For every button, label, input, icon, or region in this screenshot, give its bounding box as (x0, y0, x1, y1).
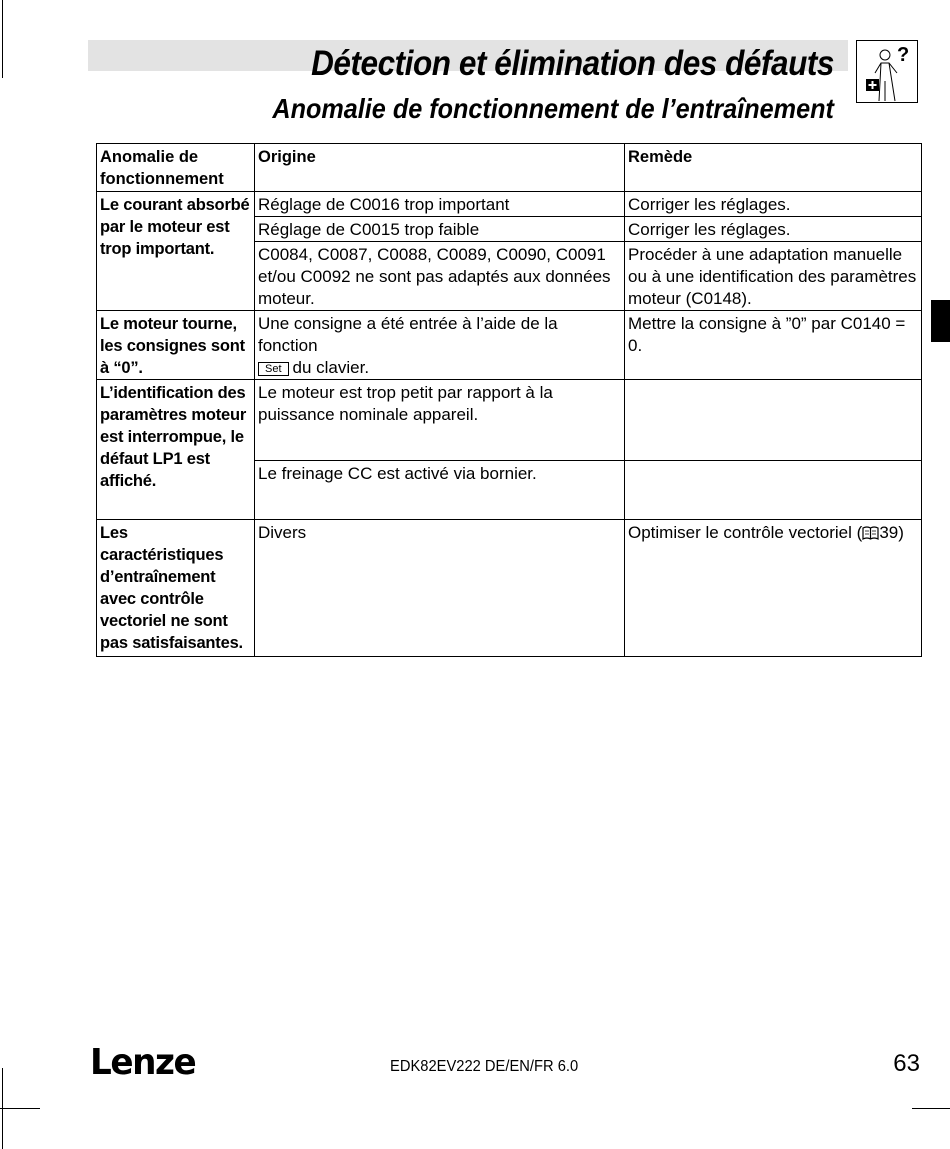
origin-cell: Réglage de C0016 trop important (255, 192, 625, 217)
table-row (97, 380, 922, 461)
remedy-text: Optimiser le contrôle vectoriel ( (628, 523, 863, 542)
crop-mark-top-left (2, 0, 3, 78)
origin-cell: Le freinage CC est activé via bornier. (255, 461, 625, 520)
book-icon (862, 524, 879, 546)
origin-cell: Divers (255, 520, 625, 657)
svg-text:?: ? (897, 44, 910, 66)
table-row (97, 192, 922, 217)
table-header-row (97, 144, 922, 192)
document-reference: EDK82EV222 DE/EN/FR 6.0 (390, 1058, 579, 1075)
remedy-text-end: ) (898, 523, 904, 542)
origin-text-continued: du clavier. (292, 358, 370, 377)
remedy-cell: Procéder à une adaptation manuelle ou à une identification des paramètres moteur (C0148). (625, 242, 922, 311)
origin-cell: Le moteur est trop petit par rapport à la puissance nominale appareil. (255, 380, 625, 461)
fault-table (96, 143, 922, 657)
column-header-origin: Origine (255, 144, 625, 192)
crop-mark-bottom-right-h (912, 1108, 950, 1109)
remedy-cell: Mettre la consigne à ”0” par C0140 = 0. (625, 311, 922, 380)
crop-mark-bottom-left-h (0, 1108, 40, 1109)
page-number: 63 (893, 1050, 920, 1077)
page-reference: 39 (879, 523, 899, 542)
troubleshooting-help-icon (856, 40, 918, 103)
condition-cell: Le moteur tourne, les consignes sont à “0”. (97, 311, 255, 380)
page-title: Détection et élimination des défauts (311, 44, 834, 83)
chapter-tab-marker (931, 300, 950, 342)
origin-cell: Réglage de C0015 trop faible (255, 217, 625, 242)
condition-cell: Les caractéristiques d’entraînement avec contrôle vectoriel ne sont pas satisfaisantes. (97, 520, 255, 657)
origin-cell (255, 311, 625, 380)
condition-cell: Le courant absorbé par le moteur est trop important. (97, 192, 255, 311)
table-row (97, 311, 922, 380)
remedy-cell: Corriger les réglages. (625, 192, 922, 217)
remedy-cell (625, 520, 922, 657)
lenze-logo: Lenze (90, 1042, 196, 1083)
column-header-remedy: Remède (625, 144, 922, 192)
set-key-icon: Set (258, 362, 289, 376)
remedy-cell (625, 461, 922, 520)
page-subtitle: Anomalie de fonctionnement de l’entraînement (272, 93, 834, 124)
column-header-condition: Anomalie de fonctionnement (97, 144, 255, 192)
remedy-cell: Corriger les réglages. (625, 217, 922, 242)
remedy-cell (625, 380, 922, 461)
condition-cell: L’identification des paramètres moteur est interrompue, le défaut LP1 est affiché. (97, 380, 255, 520)
origin-text: Une consigne a été entrée à l’aide de la fonction (258, 314, 558, 355)
origin-cell: C0084, C0087, C0088, C0089, C0090, C0091 et/ou C0092 ne sont pas adaptés aux données moteur. (255, 242, 625, 311)
table-row (97, 520, 922, 657)
